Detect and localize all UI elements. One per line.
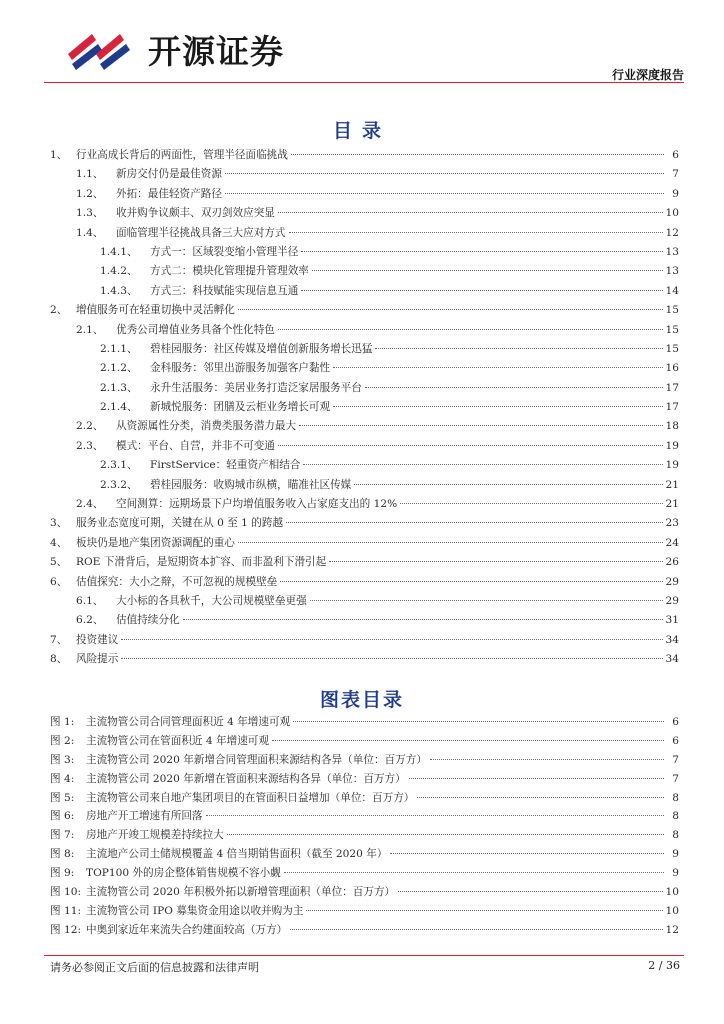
entry-number: 1.4、: [76, 226, 104, 239]
entry-number: 2.2、: [76, 420, 104, 433]
dot-leader: [206, 815, 664, 816]
entry-page: 12: [665, 226, 679, 239]
entry-title: 主流物管公司 IPO 募集资金用途以收并购为主: [86, 904, 304, 917]
entry-number: 6.1、: [76, 594, 104, 607]
entry-title: 行业高成长背后的两面性，管理半径面临挑战: [76, 149, 288, 161]
entry-title: 从资源属性分类，消费类服务潜力最大: [116, 420, 297, 433]
toc-entry[interactable]: [50, 380, 679, 399]
entry-title: 板块仍是地产集团资源调配的重心: [76, 536, 235, 549]
toc-entry[interactable]: [50, 399, 679, 418]
entry-title: 优秀公司增值业务具备个性化特色: [116, 323, 275, 336]
entry-title: 主流物管公司 2020 年新增合同管理面积来源结构各异（单位：百万方）: [86, 753, 427, 766]
toc-entry[interactable]: [50, 593, 679, 612]
entry-number: 1.1、: [76, 168, 104, 181]
entry-page: 15: [665, 323, 679, 336]
entry-number: 6.2、: [76, 614, 104, 627]
entry-title: FirstService：轻重资产相结合: [150, 459, 301, 472]
entry-title: 房地产开工增速有所回落: [86, 810, 203, 823]
entry-title: 增值服务可在轻重切换中灵活孵化: [76, 304, 235, 317]
page-number: 2 / 36: [648, 959, 680, 972]
toc-entry[interactable]: [50, 574, 679, 593]
dot-leader: [299, 425, 662, 426]
entry-title: 永升生活服务：美居业务打造泛家居服务平台: [150, 381, 362, 394]
figure-index-entry[interactable]: [50, 884, 679, 903]
dot-leader: [183, 619, 663, 620]
toc-entry[interactable]: [50, 651, 679, 670]
entry-page: 10: [665, 207, 679, 220]
entry-page: 8: [672, 810, 679, 823]
entry-number: 图 4:: [50, 772, 75, 785]
dot-leader: [121, 639, 662, 640]
entry-title: 主流地产公司土储规模覆盖 4 倍当期销售面积（截至 2020 年）: [86, 848, 388, 861]
entry-number: 2.1.1、: [100, 342, 138, 355]
entry-number: 3、: [50, 517, 68, 530]
entry-title: 主流物管公司合同管理面积近 4 年增速可观: [86, 716, 291, 728]
entry-title: 风险提示: [76, 653, 119, 666]
entry-page: 12: [665, 923, 679, 936]
dot-leader: [278, 445, 663, 446]
toc-entry[interactable]: [50, 418, 679, 437]
entry-title: 房地产开竣工规模差持续拉大: [86, 829, 224, 842]
dot-leader: [278, 212, 663, 213]
dot-leader: [238, 542, 663, 543]
entry-page: 29: [665, 575, 679, 588]
entry-page: 7: [672, 772, 679, 785]
dot-leader: [121, 658, 662, 659]
dot-leader: [365, 387, 663, 388]
entry-page: 6: [672, 734, 679, 747]
toc-entry[interactable]: [50, 477, 679, 496]
dot-leader: [312, 270, 663, 271]
dot-leader: [333, 367, 662, 368]
logo-icon: [62, 24, 142, 74]
dot-leader: [225, 193, 664, 194]
entry-page: 9: [672, 867, 679, 880]
entry-page: 10: [665, 904, 679, 917]
table-of-contents: [50, 147, 679, 671]
entry-number: 4、: [50, 536, 68, 549]
dot-leader: [310, 600, 663, 601]
entry-number: 5、: [50, 556, 68, 569]
entry-page: 21: [665, 498, 679, 511]
entry-number: 1.4.2、: [100, 265, 138, 278]
entry-number: 图 12:: [50, 923, 82, 936]
toc-entry[interactable]: [50, 147, 679, 166]
entry-number: 图 9:: [50, 867, 75, 880]
entry-page: 19: [665, 459, 679, 472]
dot-leader: [289, 232, 663, 233]
entry-title: 碧桂园服务：社区传媒及增值创新服务增长迅猛: [150, 342, 373, 355]
figure-index-entry[interactable]: [50, 790, 679, 809]
toc-entry[interactable]: [50, 186, 679, 205]
figure-index-entry[interactable]: [50, 714, 679, 733]
dot-leader: [301, 290, 662, 291]
toc-title: 目录: [332, 120, 391, 142]
entry-number: 图 8:: [50, 848, 75, 861]
entry-page: 6: [672, 149, 679, 161]
entry-page: 31: [665, 614, 679, 627]
entry-title: 金科服务：邻里出游服务加强客户黏性: [150, 362, 331, 375]
entry-number: 图 5:: [50, 791, 75, 804]
toc-entry[interactable]: [50, 302, 679, 321]
toc-entry[interactable]: [50, 612, 679, 631]
toc-entry[interactable]: [50, 515, 679, 534]
dot-leader: [291, 154, 664, 155]
company-logo-text: 开源证券: [148, 32, 284, 71]
dot-leader: [272, 740, 664, 741]
entry-page: 17: [665, 381, 679, 394]
entry-title: 方式三：科技赋能实现信息互通: [150, 284, 299, 297]
entry-page: 17: [665, 401, 679, 414]
entry-title: 主流物管公司来自地产集团项目的在管面积日益增加（单位：百万方）: [86, 791, 415, 804]
entry-title: 主流物管公司在管面积近 4 年增速可观: [86, 734, 269, 747]
entry-number: 图 7:: [50, 829, 75, 842]
toc-entry[interactable]: [50, 457, 679, 476]
dot-leader: [409, 778, 664, 779]
entry-number: 2.3、: [76, 439, 104, 452]
toc-entry[interactable]: [50, 535, 679, 554]
entry-number: 1.4.3、: [100, 284, 138, 297]
toc-entry[interactable]: [50, 341, 679, 360]
entry-page: 15: [665, 342, 679, 355]
entry-title: 服务业态宽度可期，关键在从 0 至 1 的跨越: [76, 517, 284, 530]
figure-index: [50, 714, 679, 941]
figure-index-entry[interactable]: [50, 903, 679, 922]
header-divider: [44, 82, 684, 83]
entry-page: 29: [665, 594, 679, 607]
dot-leader: [227, 834, 664, 835]
toc-entry[interactable]: [50, 283, 679, 302]
entry-page: 26: [665, 556, 679, 569]
entry-number: 1.3、: [76, 207, 104, 220]
toc-entry[interactable]: [50, 244, 679, 263]
figure-index-entry[interactable]: [50, 827, 679, 846]
entry-number: 图 3:: [50, 753, 75, 766]
dot-leader: [238, 309, 663, 310]
entry-page: 24: [665, 536, 679, 549]
toc-entry[interactable]: [50, 496, 679, 515]
toc-entry[interactable]: [50, 438, 679, 457]
dot-leader: [400, 503, 662, 504]
entry-title: 新城悦服务：团膳及云柜业务增长可观: [150, 401, 331, 414]
entry-number: 图 10:: [50, 886, 82, 899]
entry-title: 投资建议: [76, 633, 119, 646]
entry-page: 7: [672, 168, 679, 181]
entry-number: 6、: [50, 575, 68, 588]
dot-leader: [398, 891, 662, 892]
entry-number: 2.1、: [76, 323, 104, 336]
entry-title: 大小标的各具秋千，大公司规模壁垒更强: [116, 594, 307, 607]
entry-title: TOP100 外的房企整体销售规模不容小觑: [86, 867, 281, 880]
entry-page: 9: [672, 187, 679, 200]
figure-index-entry[interactable]: [50, 846, 679, 865]
figure-index-entry[interactable]: [50, 771, 679, 790]
figure-index-entry[interactable]: [50, 752, 679, 771]
entry-title: 外拓：最佳轻资产路径: [116, 187, 222, 200]
page-header: [44, 14, 684, 84]
figure-index-title: 图表目录: [319, 689, 404, 711]
dot-leader: [290, 929, 662, 930]
toc-entry[interactable]: [50, 205, 679, 224]
entry-title: ROE 下滑背后，是短期资本扩容、而非盈利下滑引起: [76, 556, 327, 569]
entry-number: 2.1.3、: [100, 381, 138, 394]
entry-page: 34: [665, 633, 679, 646]
toc-entry[interactable]: [50, 322, 679, 341]
entry-page: 13: [665, 265, 679, 278]
dot-leader: [278, 329, 663, 330]
entry-page: 19: [665, 439, 679, 452]
entry-page: 13: [665, 245, 679, 258]
entry-title: 方式一：区域裂变缩小管理半径: [150, 245, 299, 258]
entry-title: 估值探究：大小之辩，不可忽视的规模壁垒: [76, 575, 278, 588]
entry-number: 图 6:: [50, 810, 75, 823]
dot-leader: [293, 721, 664, 722]
dot-leader: [306, 910, 662, 911]
dot-leader: [225, 173, 664, 174]
footer-disclaimer: 请务必参阅正文后面的信息披露和法律声明: [50, 961, 259, 974]
entry-number: 2.1.2、: [100, 362, 138, 375]
entry-title: 方式二：模块化管理提升管理效率: [150, 265, 309, 278]
toc-entry[interactable]: [50, 166, 679, 185]
entry-number: 1、: [50, 149, 68, 161]
entry-number: 1.2、: [76, 187, 104, 200]
entry-page: 8: [672, 829, 679, 842]
toc-entry[interactable]: [50, 225, 679, 244]
entry-number: 图 1:: [50, 716, 75, 728]
entry-page: 23: [665, 517, 679, 530]
entry-number: 2.4、: [76, 498, 104, 511]
entry-title: 主流物管公司 2020 年新增在管面积来源结构各异（单位：百万方）: [86, 772, 406, 785]
entry-page: 6: [672, 716, 679, 728]
entry-page: 21: [665, 478, 679, 491]
entry-page: 9: [672, 848, 679, 861]
dot-leader: [390, 853, 664, 854]
dot-leader: [303, 464, 662, 465]
entry-number: 图 2:: [50, 734, 75, 747]
entry-title: 收并购争议颇丰、双刃剑效应突显: [116, 207, 275, 220]
entry-title: 主流物管公司 2020 年积极外拓以新增管理面积（单位：百万方）: [86, 886, 396, 899]
entry-title: 碧桂园服务：收购城市纵横，瞄准社区传媒: [150, 478, 352, 491]
entry-number: 2.3.1、: [100, 459, 138, 472]
entry-page: 15: [665, 304, 679, 317]
entry-number: 7、: [50, 633, 68, 646]
dot-leader: [280, 581, 662, 582]
figure-index-entry[interactable]: [50, 733, 679, 752]
dot-leader: [375, 348, 662, 349]
entry-title: 中奥到家近年来流失合约建面较高（万方）: [86, 923, 288, 936]
entry-title: 新房交付仍是最佳资源: [116, 168, 222, 181]
entry-page: 14: [665, 284, 679, 297]
dot-leader: [430, 759, 664, 760]
footer-divider: [44, 955, 684, 956]
entry-page: 34: [665, 653, 679, 666]
entry-number: 2、: [50, 304, 68, 317]
dot-leader: [301, 251, 662, 252]
entry-title: 估值持续分化: [116, 614, 180, 627]
figure-index-entry[interactable]: [50, 922, 679, 941]
entry-number: 2.3.2、: [100, 478, 138, 491]
figure-index-entry[interactable]: [50, 865, 679, 884]
figure-index-entry[interactable]: [50, 808, 679, 827]
entry-number: 1.4.1、: [100, 245, 138, 258]
dot-leader: [417, 797, 664, 798]
dot-leader: [333, 406, 662, 407]
toc-entry[interactable]: [50, 263, 679, 282]
entry-title: 模式：平台、自营，并非不可变通: [116, 439, 275, 452]
entry-page: 7: [672, 753, 679, 766]
entry-page: 16: [665, 362, 679, 375]
entry-page: 18: [665, 420, 679, 433]
entry-title: 面临管理半径挑战具备三大应对方式: [116, 226, 286, 239]
dot-leader: [284, 872, 664, 873]
dot-leader: [329, 561, 662, 562]
entry-page: 8: [672, 791, 679, 804]
entry-number: 2.1.4、: [100, 401, 138, 414]
toc-entry[interactable]: [50, 554, 679, 573]
entry-page: 10: [665, 886, 679, 899]
entry-number: 图 11:: [50, 904, 82, 917]
toc-entry[interactable]: [50, 360, 679, 379]
entry-title: 空间测算：远期场景下户均增值服务收入占家庭支出的 12%: [116, 498, 398, 511]
toc-entry[interactable]: [50, 632, 679, 651]
entry-number: 8、: [50, 653, 68, 666]
dot-leader: [354, 484, 662, 485]
dot-leader: [286, 522, 662, 523]
report-type-label: 行业深度报告: [611, 68, 684, 82]
